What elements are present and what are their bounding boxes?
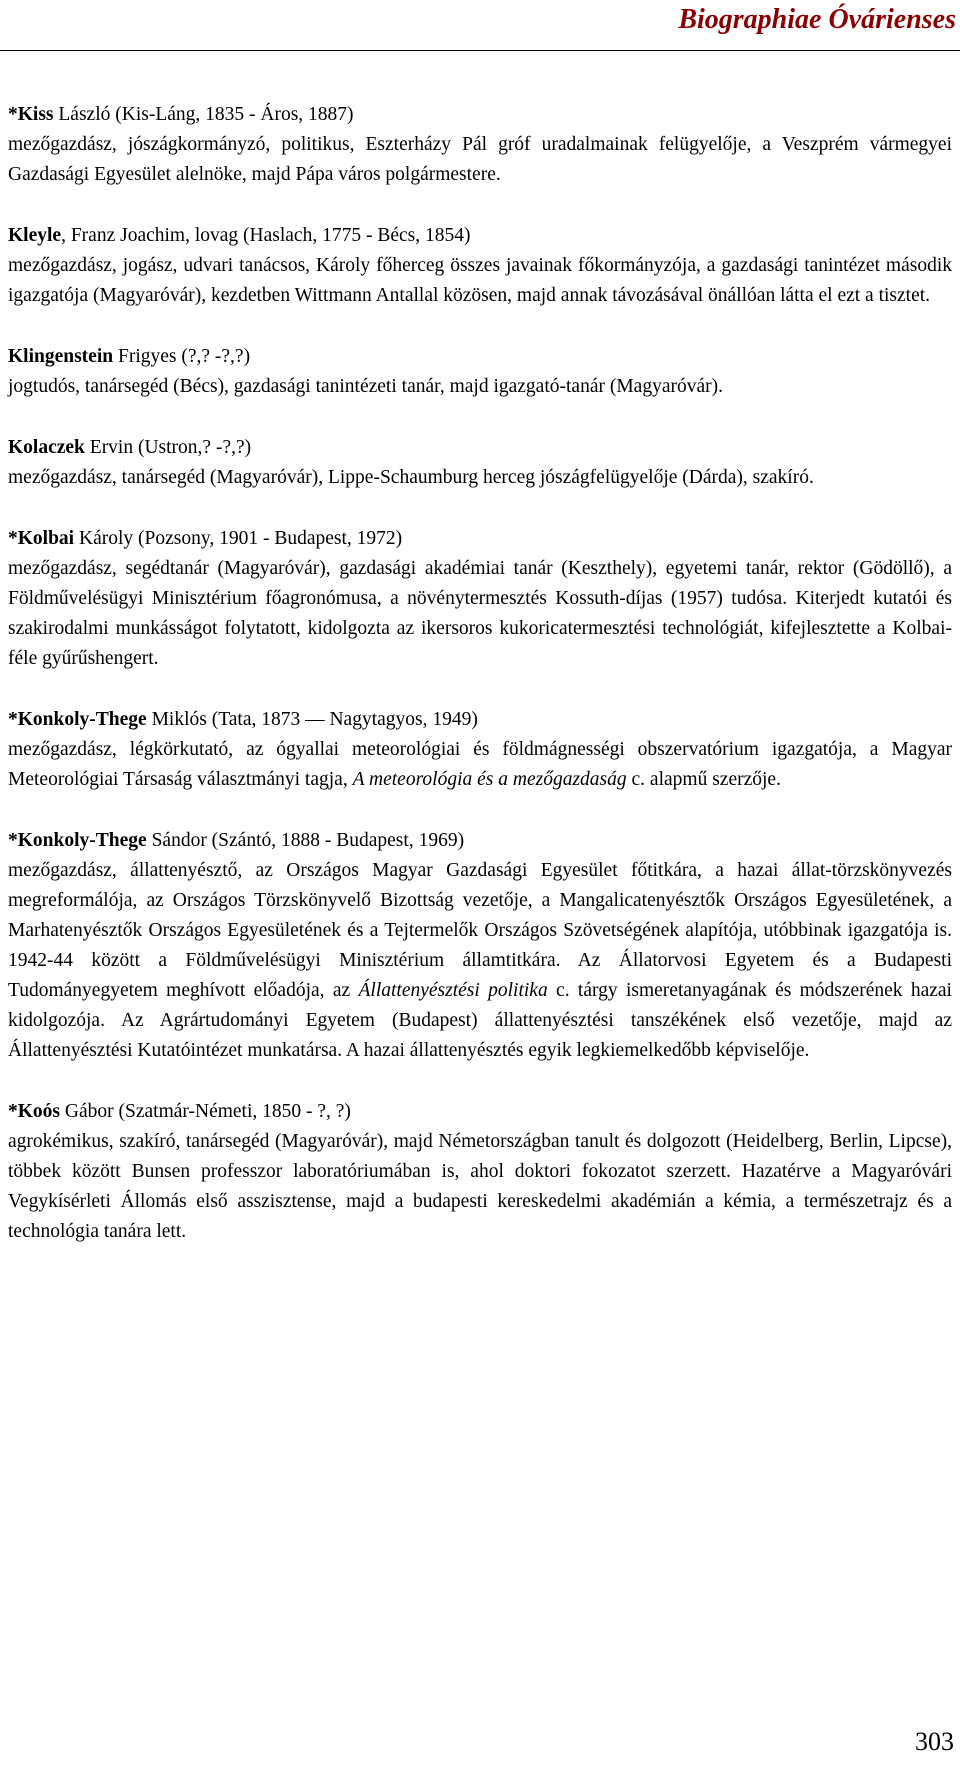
entry-body: mezőgazdász, tanársegéd (Magyaróvár), Lippe-Schaumburg herceg jószágfelügyelője (Dárda), szakíró. [8,467,814,488]
entry-surname: Konkoly-Thege [17,709,147,730]
header-rule [0,50,960,51]
biography-entries [8,100,952,1278]
running-header: Biographiae Óvárienses [678,4,956,35]
entry-kolbai [8,524,952,674]
subject-title: Állattenyésztési politika [358,980,548,1001]
entry-body: jogtudós, tanársegéd (Bécs), gazdasági tanintézeti tanár, majd igazgató-tanár (Magyaróvár). [8,376,723,397]
entry-name-dates: Ervin (Ustron,? -?,?) [84,437,252,458]
entry-name-dates: László (Kis-Láng, 1835 - Áros, 1887) [53,104,354,125]
entry-body: agrokémikus, szakíró, tanársegéd (Magyaróvár), majd Németországban tanult és dolgozott (Heidelberg, Berlin, Lipcse), többek között Bunsen professzor laboratóriumában is, ahol doktori fokozatot szerzett. Hazatérve a Magyaróvári Vegykísérleti Állomás első asszisztense, majd a budapesti kereskedelmi akadémián a kémia, a természetrajz és a technológia tanára lett. [8,1131,952,1242]
book-title: A meteorológia és a mezőgazdaság [352,769,627,790]
entry-heading [8,100,952,130]
entry-konkoly-thege-sandor [8,826,952,1066]
entry-konkoly-thege-miklos [8,705,952,795]
entry-star: * [8,104,18,125]
entry-body-text: c. alapmű szerzője. [626,769,781,790]
entry-heading [8,826,952,856]
entry-body-text: c. tárgy ismeretanyagának és módszerének hazai kidolgozója. Az Agrártudományi Egyetem (Budapest) állattenyésztési tanszékének első vezetője, majd az Állattenyésztési Kutatóintézet munkatársa. A hazai állattenyésztés egyik legkiemelkedőbb képviselője. [8,980,952,1061]
entry-surname: Konkoly-Thege [17,830,147,851]
entry-name-dates: Gábor (Szatmár-Németi, 1850 - ?, ?) [60,1101,351,1122]
entry-kiss [8,100,952,190]
entry-body-text: mezőgazdász, állattenyésztő, az Országos Magyar Gazdasági Egyesület főtitkára, a hazai állat-törzskönyvezés megreformálója, az Országos Törzskönyvelő Bizottság vezetője, a Mangalicatenyésztők Országos Egyesületének, a Marhatenyésztők Országos Egyesületének és a Tejtermelők Országos Szövetségének alapítója, utóbbinak igazgatója is. 1942-44 között a Földművelésügyi Minisztérium államtitkára. Az Állatorvosi Egyetem és a Budapesti Tudományegyetem meghívott előadója, az [8,860,952,1001]
entry-surname: Kolbai [17,528,75,549]
entry-koos [8,1097,952,1247]
entry-kolaczek [8,433,952,493]
entry-name-dates: Frigyes (?,? -?,?) [113,346,251,367]
entry-name-dates: , Franz Joachim, lovag (Haslach, 1775 - Bécs, 1854) [61,225,471,246]
entry-heading [8,221,952,251]
entry-star: * [8,1101,18,1122]
entry-surname: Kolaczek [8,437,85,458]
entry-kleyle [8,221,952,311]
entry-surname: Kleyle [8,225,62,246]
entry-surname: Koós [17,1101,61,1122]
entry-heading [8,1097,952,1127]
entry-heading [8,524,952,554]
entry-body [8,735,952,795]
entry-name-dates: Miklós (Tata, 1873 — Nagytagyos, 1949) [146,709,478,730]
page-number: 303 [915,1727,954,1756]
entry-body [8,856,952,1066]
entry-body: mezőgazdász, segédtanár (Magyaróvár), gazdasági akadémiai tanár (Keszthely), egyetemi tanár, rektor (Gödöllő), a Földművelésügyi Minisztérium főagronómusa, a növénytermesztés Kossuth-díjas (1957) tudósa. Kiterjedt kutatói és szakirodalmi munkásságot folytatott, kidolgozta az ikersoros kukoricatermesztési technológiát, kifejlesztette a Kolbai-féle gyűrűshengert. [8,558,952,669]
entry-star: * [8,709,18,730]
entry-surname: Klingenstein [8,346,114,367]
entry-star: * [8,528,18,549]
entry-body: mezőgazdász, jószágkormányzó, politikus, Eszterházy Pál gróf uradalmainak felügyelője, a Veszprém vármegyei Gazdasági Egyesület alelnöke, majd Pápa város polgármestere. [8,134,952,185]
entry-star: * [8,830,18,851]
entry-klingenstein [8,342,952,402]
entry-name-dates: Sándor (Szántó, 1888 - Budapest, 1969) [146,830,465,851]
entry-body: mezőgazdász, jogász, udvari tanácsos, Károly főherceg összes javainak főkormányzója, a gazdasági tanintézet második igazgatója (Magyaróvár), kezdetben Wittmann Antallal közösen, majd annak távozásával önállóan látta el ezt a tisztet. [8,255,952,306]
entry-surname: Kiss [17,104,54,125]
entry-name-dates: Károly (Pozsony, 1901 - Budapest, 1972) [74,528,403,549]
entry-heading [8,342,952,372]
entry-heading [8,705,952,735]
entry-heading [8,433,952,463]
entry-body-text: mezőgazdász, légkörkutató, az ógyallai meteorológiai és földmágnességi obszervatórium igazgatója, a Magyar Meteorológiai Társaság választmányi tagja, [8,739,952,790]
